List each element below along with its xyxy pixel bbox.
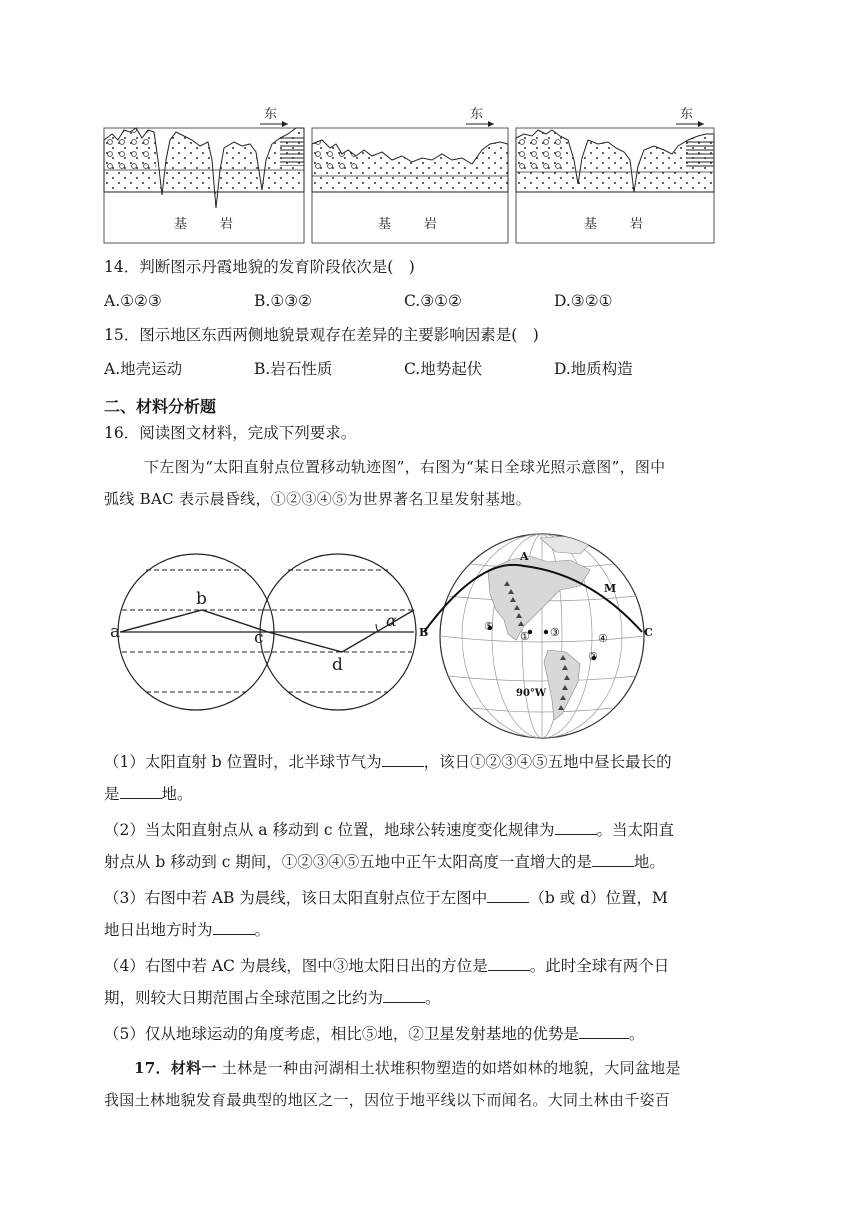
answer-blank[interactable] <box>213 920 255 935</box>
q14-option-b[interactable]: B.①③② <box>254 292 313 310</box>
q14-stem: 14．判断图示丹霞地貌的发育阶段依次是( ) <box>104 258 415 276</box>
alpha-label: α <box>386 611 397 630</box>
globe-label-C: C <box>644 626 653 639</box>
answer-blank[interactable] <box>592 852 634 867</box>
q16-material-line1: 下左图为“太阳直射点位置移动轨迹图”，右图为“某日全球光照示意图”，图中 <box>144 458 666 476</box>
east-label-3: 东 <box>680 107 694 122</box>
point-c-label: c <box>254 628 264 648</box>
answer-blank[interactable] <box>487 888 529 903</box>
q16-sub1: （1）太阳直射 b 位置时，北半球节气为 ，该日①②③④⑤五地中昼长最长的 是 地。 <box>104 753 672 803</box>
site-5-label: ⑤ <box>484 620 494 633</box>
q15-option-a[interactable]: A.地壳运动 <box>104 360 183 378</box>
q15-option-b[interactable]: B.岩石性质 <box>254 360 333 378</box>
q15-option-c[interactable]: C.地势起伏 <box>404 360 483 378</box>
q16-sub2: （2）当太阳直射点从 a 移动到 c 位置，地球公转速度变化规律为 。当太阳直 射点从 b 移动到 c 期间，①②③④⑤五地中正午太阳高度一直增大的是 地。 <box>104 821 675 871</box>
globe-label-A: A <box>520 550 529 563</box>
stage-panel-3 <box>516 107 714 243</box>
site-4-label: ④ <box>598 632 608 645</box>
svg-text:岩: 岩 <box>220 217 234 232</box>
answer-blank[interactable] <box>579 1024 629 1039</box>
svg-text:基: 基 <box>378 217 392 232</box>
answer-blank[interactable] <box>120 784 162 799</box>
stage-panel-1 <box>104 107 304 243</box>
point-d-label: d <box>332 655 343 675</box>
site-3-label: ③ <box>550 626 560 639</box>
answer-blank[interactable] <box>488 956 530 971</box>
q16-sub5: （5）仅从地球运动的角度考虑，相比⑤地，②卫星发射基地的优势是 。 <box>104 1025 645 1043</box>
answer-blank[interactable] <box>382 752 424 767</box>
section-title: 二、材料分析题 <box>104 397 217 416</box>
q16-sub4: （4）右图中若 AC 为晨线，图中③地太阳日出的方位是 。此时全球有两个日 期，则较大日期范围占全球范围之比约为 。 <box>104 957 670 1007</box>
east-label-1: 东 <box>264 107 278 122</box>
site-1-label: ① <box>520 630 530 643</box>
q16-sub3: （3）右图中若 AB 为晨线，该日太阳直射点位于左图中 （b 或 d）位置，M 地日出地方时为 。 <box>104 889 668 939</box>
q17-material: 17．材料一 土林是一种由河湖相土状堆积物塑造的如塔如林的地貌，大同盆地是 我国土林地貌发育最典型的地区之一，因位于地平线以下而闻名。大同土林由千姿百 <box>104 1059 681 1109</box>
answer-blank[interactable] <box>555 820 597 835</box>
q15-option-d[interactable]: D.地质构造 <box>554 360 633 378</box>
q14-option-d[interactable]: D.③②① <box>554 292 613 310</box>
globe-label-M: M <box>604 582 617 595</box>
svg-text:基: 基 <box>174 217 188 232</box>
globe-label-B: B <box>419 626 429 639</box>
point-a-label: a <box>110 622 121 642</box>
q15-stem: 15．图示地区东西两侧地貌景观存在差异的主要影响因素是( ) <box>104 326 539 344</box>
meridian-90w-label: 90°W <box>516 688 547 699</box>
point-b-label: b <box>196 589 207 609</box>
q14-option-c[interactable]: C.③①② <box>404 292 462 310</box>
danxia-stage-figure <box>104 100 716 245</box>
answer-blank[interactable] <box>383 988 425 1003</box>
svg-text:岩: 岩 <box>630 217 644 232</box>
subsolar-trajectory-diagram <box>112 544 428 720</box>
svg-text:基: 基 <box>584 217 598 232</box>
q14-option-a[interactable]: A.①②③ <box>104 292 162 310</box>
q16-material-line2: 弧线 BAC 表示晨昏线，①②③④⑤为世界著名卫星发射基地。 <box>104 490 531 508</box>
east-label-2: 东 <box>470 107 484 122</box>
q16-stem: 16．阅读图文材料，完成下列要求。 <box>104 424 357 442</box>
svg-text:岩: 岩 <box>424 217 438 232</box>
site-2-label: ② <box>588 650 598 663</box>
global-illumination-globe <box>420 530 660 742</box>
stage-panel-2 <box>312 107 508 243</box>
